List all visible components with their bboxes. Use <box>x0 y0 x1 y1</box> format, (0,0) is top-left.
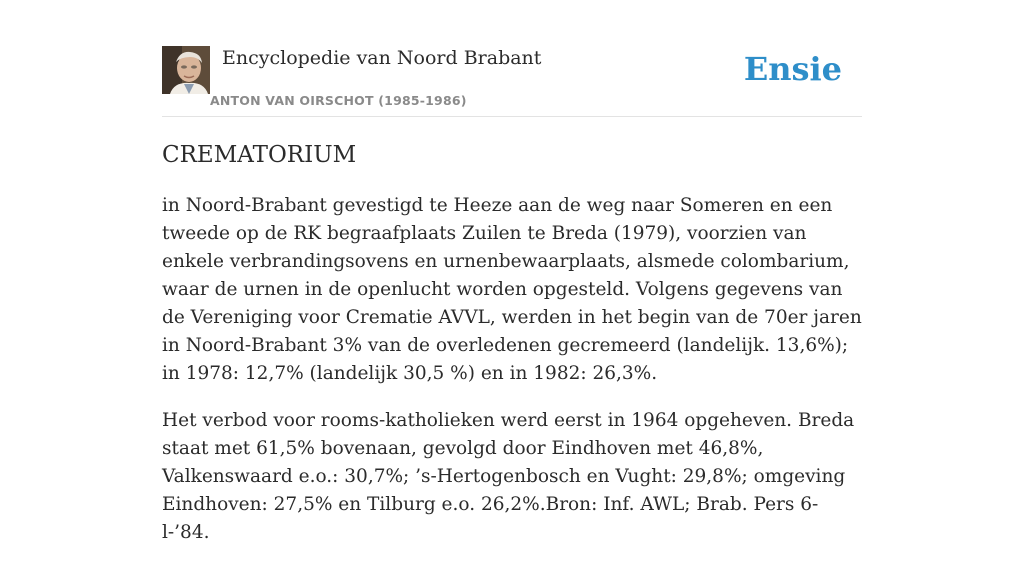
author-name[interactable]: ANTON VAN OIRSCHOT (1985-1986) <box>210 93 467 108</box>
article-body <box>162 192 862 566</box>
article-paragraph: in Noord-Brabant gevestigd te Heeze aan de weg naar Someren en een tweede op de RK begraafplaats Zuilen te Breda (1979), voorzien van enkele verbrandingsovens en urnenbewaarplaats, alsmede colombarium, waar de urnen in de openlucht worden opgesteld. Volgens gegevens van de Vereniging voor Crematie AVVL, werden in het begin van de 70er jaren in Noord-Brabant 3% van de overledenen gecremeerd (landelijk. 13,6%); in 1978: 12,7% (landelijk 30,5 %) en in 1982: 26,3%. <box>162 195 862 384</box>
source-title[interactable]: Encyclopedie van Noord Brabant <box>222 47 542 69</box>
author-portrait-icon <box>162 46 210 94</box>
article-headword: CREMATORIUM <box>162 142 357 168</box>
author-avatar[interactable] <box>162 46 210 94</box>
article-paragraph: Het verbod voor rooms-katholieken werd eerst in 1964 opgeheven. Breda staat met 61,5% bovenaan, gevolgd door Eindhoven met 46,8%, Valkenswaard e.o.: 30,7%; ’s-Hertogenbosch en Vught: 29,8%; omgeving Eindhoven: 27,5% en Tilburg e.o. 26,2%.Bron: Inf. AWL; Brab. Pers 6-l-’84. <box>162 410 855 543</box>
source-header <box>162 46 862 117</box>
ensie-logo[interactable]: Ensie <box>743 50 842 88</box>
